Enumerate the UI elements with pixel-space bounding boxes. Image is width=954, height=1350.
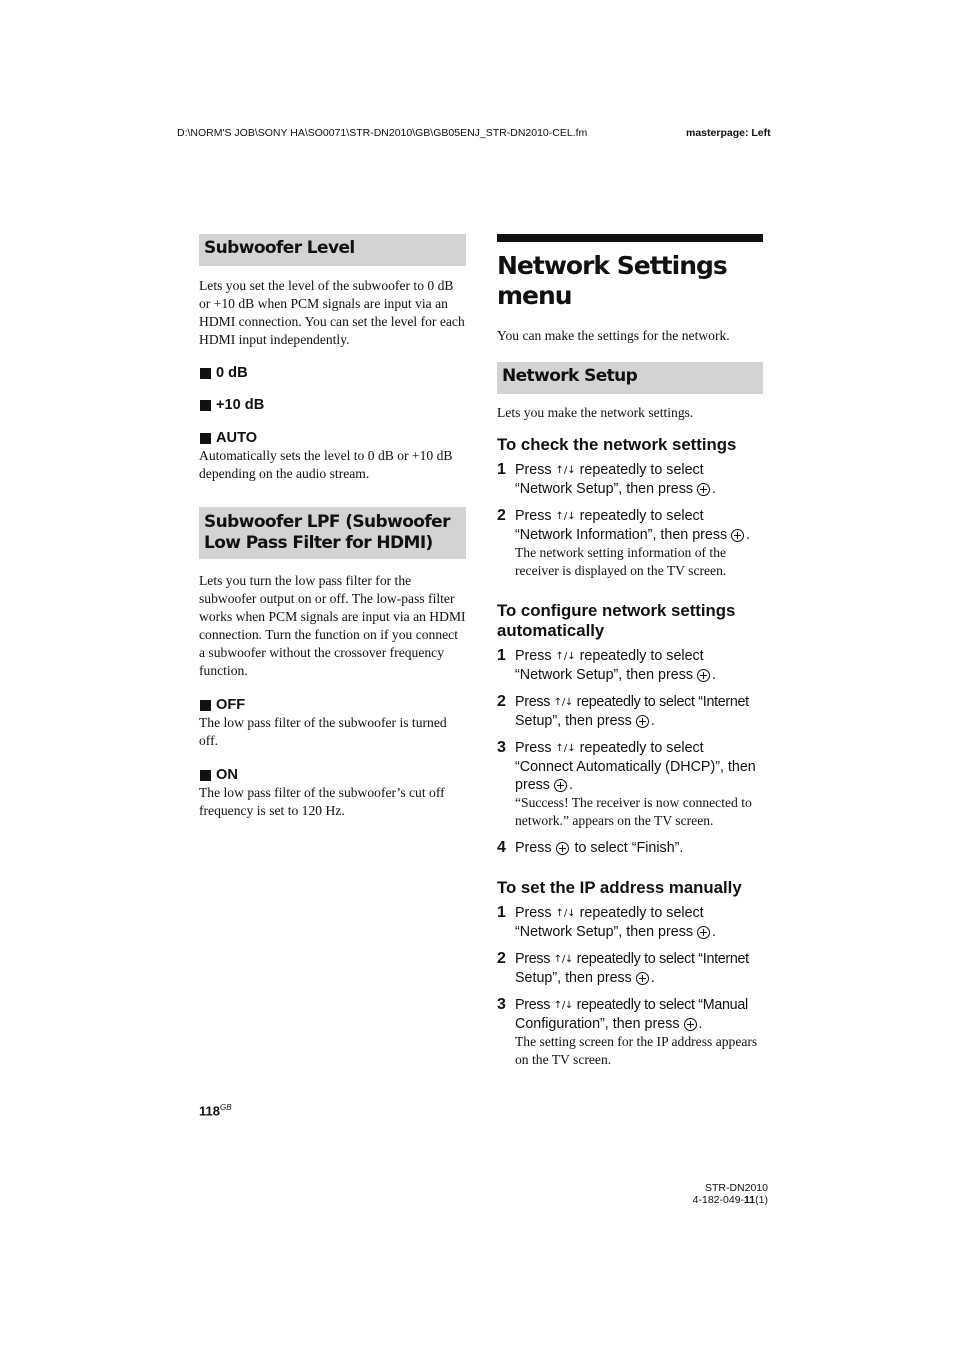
square-bullet-icon bbox=[200, 433, 211, 444]
square-bullet-icon bbox=[200, 400, 211, 411]
subheading-configure-auto: To configure network settings automatically bbox=[497, 601, 736, 640]
step-text: to select “Finish”. bbox=[574, 840, 684, 856]
manual-step-1 bbox=[497, 904, 763, 941]
step-text: “Network Setup”, then press bbox=[515, 924, 693, 940]
option-label: OFF bbox=[216, 697, 246, 713]
enter-button-icon bbox=[556, 842, 569, 855]
auto-step-3 bbox=[497, 739, 763, 830]
masterpage-label: masterpage: Left bbox=[686, 127, 771, 139]
step-text: “Connect Automatically (DHCP)”, then bbox=[515, 759, 756, 775]
step-text: repeatedly to select bbox=[579, 740, 704, 756]
enter-button-icon bbox=[697, 926, 710, 939]
option-label: 0 dB bbox=[216, 365, 248, 381]
step-text: Press bbox=[515, 840, 552, 856]
page-title: Network Settings menu bbox=[497, 251, 727, 310]
step-text: repeatedly to select bbox=[579, 508, 704, 524]
step-note: The network setting information of the receiver is displayed on the TV screen. bbox=[515, 545, 727, 578]
step-text: Press bbox=[515, 462, 552, 478]
period: . bbox=[698, 1016, 703, 1032]
period: . bbox=[746, 527, 751, 543]
manual-step-3 bbox=[497, 996, 763, 1069]
check-step-2 bbox=[497, 507, 763, 580]
option-on bbox=[199, 766, 466, 784]
network-setup-description: Lets you make the network settings. bbox=[497, 405, 694, 420]
title-rule bbox=[497, 234, 763, 242]
option-0db bbox=[199, 364, 466, 382]
step-text: repeatedly to select “Internet bbox=[576, 694, 749, 710]
step-number: 1 bbox=[497, 904, 506, 921]
option-auto bbox=[199, 429, 466, 447]
step-text: repeatedly to select bbox=[579, 462, 704, 478]
footer-model-info bbox=[650, 1182, 768, 1206]
step-text: repeatedly to select “Manual bbox=[576, 997, 748, 1013]
step-text: “Network Setup”, then press bbox=[515, 481, 693, 497]
subwoofer-level-description: Lets you set the level of the subwoofer to 0 dB or +10 dB when PCM signals are input via an HDMI connection. You can set the level for each HDMI input independently. bbox=[199, 278, 465, 347]
period: . bbox=[712, 481, 716, 497]
step-text: Configuration”, then press bbox=[515, 1016, 680, 1032]
section-heading-network-setup: Network Setup bbox=[497, 362, 763, 394]
up-down-arrow-icon: ↑/↓ bbox=[555, 651, 576, 662]
subheading-ip-manual: To set the IP address manually bbox=[497, 878, 742, 897]
step-text: Setup”, then press bbox=[515, 713, 632, 729]
step-text: repeatedly to select bbox=[579, 648, 704, 664]
step-text: “Network Information”, then press bbox=[515, 527, 728, 543]
step-text: Press bbox=[515, 740, 552, 756]
up-down-arrow-icon: ↑/↓ bbox=[555, 511, 576, 522]
enter-button-icon bbox=[636, 972, 649, 985]
option-plus10db bbox=[199, 396, 466, 414]
step-number: 4 bbox=[497, 839, 506, 856]
enter-button-icon bbox=[636, 715, 649, 728]
subwoofer-lpf-description: Lets you turn the low pass filter for the subwoofer output on or off. The low-pass filter works when PCM signals are input via an HDMI connection. Turn the function on if you connect a subwoofer without the crossover frequency function. bbox=[199, 573, 466, 678]
up-down-arrow-icon: ↑/↓ bbox=[555, 465, 576, 476]
option-label: AUTO bbox=[216, 430, 258, 446]
manual-step-2 bbox=[497, 950, 763, 987]
enter-button-icon bbox=[684, 1018, 697, 1031]
auto-step-2 bbox=[497, 693, 763, 730]
step-text: Setup”, then press bbox=[515, 970, 632, 986]
up-down-arrow-icon: ↑/↓ bbox=[553, 954, 573, 965]
square-bullet-icon bbox=[200, 700, 211, 711]
step-text: Press bbox=[515, 694, 551, 710]
section-heading-subwoofer-lpf: Subwoofer LPF (Subwoofer Low Pass Filter for HDMI) bbox=[199, 507, 466, 559]
option-off-description: The low pass filter of the subwoofer is turned off. bbox=[199, 715, 447, 748]
step-text: Press bbox=[515, 648, 552, 664]
page-number bbox=[199, 1103, 232, 1118]
square-bullet-icon bbox=[200, 770, 211, 781]
step-note: “Success! The receiver is now connected to network.” appears on the TV screen. bbox=[515, 795, 752, 828]
enter-button-icon bbox=[697, 483, 710, 496]
period: . bbox=[712, 667, 716, 683]
option-on-description: The low pass filter of the subwoofer’s cut off frequency is set to 120 Hz. bbox=[199, 785, 445, 818]
footer-code-bold: 11 bbox=[744, 1194, 756, 1206]
step-text: press bbox=[515, 777, 550, 793]
check-step-1 bbox=[497, 461, 763, 498]
page-number-value: 118 bbox=[199, 1103, 220, 1119]
footer-code-prefix: 4-182-049- bbox=[692, 1194, 745, 1206]
up-down-arrow-icon: ↑/↓ bbox=[555, 743, 576, 754]
up-down-arrow-icon: ↑/↓ bbox=[553, 1000, 573, 1011]
step-text: “Network Setup”, then press bbox=[515, 667, 693, 683]
period: . bbox=[568, 777, 573, 793]
footer-model: STR-DN2010 bbox=[704, 1182, 768, 1194]
enter-button-icon bbox=[731, 529, 744, 542]
left-column bbox=[199, 234, 466, 820]
footer-code bbox=[650, 1194, 768, 1206]
step-number: 3 bbox=[497, 739, 506, 756]
page-number-suffix: GB bbox=[219, 1103, 232, 1112]
footer-code-suffix: (1) bbox=[755, 1194, 768, 1206]
network-intro: You can make the settings for the network. bbox=[497, 328, 730, 343]
square-bullet-icon bbox=[200, 368, 211, 379]
period: . bbox=[650, 970, 655, 986]
step-text: Press bbox=[515, 508, 552, 524]
step-note: The setting screen for the IP address appears on the TV screen. bbox=[515, 1034, 758, 1067]
up-down-arrow-icon: ↑/↓ bbox=[555, 908, 576, 919]
step-text: Press bbox=[515, 951, 551, 967]
step-number: 1 bbox=[497, 461, 506, 478]
step-text: repeatedly to select bbox=[579, 905, 704, 921]
step-text: repeatedly to select “Internet bbox=[576, 951, 749, 967]
step-number: 2 bbox=[497, 950, 506, 967]
step-number: 3 bbox=[497, 996, 506, 1013]
period: . bbox=[712, 924, 716, 940]
file-path: D:\NORM'S JOB\SONY HA\SO0071\STR-DN2010\GB\GB05ENJ_STR-DN2010-CEL.fm bbox=[177, 127, 588, 139]
step-text: Press bbox=[515, 997, 551, 1013]
enter-button-icon bbox=[697, 669, 710, 682]
right-column bbox=[497, 234, 763, 1069]
subheading-check-network: To check the network settings bbox=[497, 435, 737, 454]
step-number: 2 bbox=[497, 507, 506, 524]
option-label: +10 dB bbox=[216, 397, 265, 413]
auto-step-1 bbox=[497, 647, 763, 684]
option-off bbox=[199, 696, 466, 714]
option-auto-description: Automatically sets the level to 0 dB or +10 dB depending on the audio stream. bbox=[199, 448, 453, 481]
option-label: ON bbox=[216, 767, 238, 783]
period: . bbox=[650, 713, 655, 729]
section-heading-subwoofer-level: Subwoofer Level bbox=[199, 234, 466, 266]
up-down-arrow-icon: ↑/↓ bbox=[553, 697, 573, 708]
enter-button-icon bbox=[554, 779, 567, 792]
step-number: 2 bbox=[497, 693, 506, 710]
step-number: 1 bbox=[497, 647, 506, 664]
step-text: Press bbox=[515, 905, 552, 921]
auto-step-4 bbox=[497, 839, 763, 857]
